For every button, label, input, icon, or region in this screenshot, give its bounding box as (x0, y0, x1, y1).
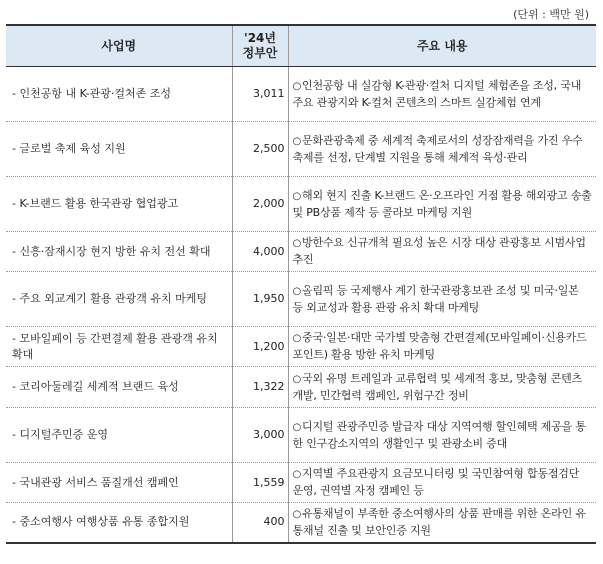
table-row (6, 272, 596, 327)
budget-value: 2,000 (232, 177, 288, 232)
project-name: - K-브랜드 활용 한국관광 협업광고 (6, 177, 232, 232)
bullet-icon: ○ (292, 135, 302, 147)
budget-value: 3,011 (232, 67, 288, 122)
project-name: - 인천공항 내 K-관광·컬처존 조성 (6, 67, 232, 122)
description-cell (288, 327, 596, 367)
description-text: 문화관광축제 중 세계적 축제로서의 성장잠재력을 가진 우수축제를 선정, 단계별 지원을 통해 체계적 육성·관리 (292, 133, 583, 164)
project-name: - 디지털주민증 운영 (6, 408, 232, 463)
bullet-icon: ○ (292, 373, 302, 385)
bullet-icon: ○ (292, 421, 302, 433)
table-row (6, 327, 596, 367)
table-row (6, 232, 596, 272)
project-name: - 코리아둘레길 세계적 브랜드 육성 (6, 367, 232, 408)
bullet-icon: ○ (292, 508, 302, 520)
header-budget-gov: 정부안 (242, 46, 278, 60)
project-name: - 국내관광 서비스 품질개선 캠페인 (6, 463, 232, 503)
bullet-icon: ○ (292, 190, 302, 202)
description-text: 지역별 주요관광지 요금모니터링 및 국민참여형 합동점검단 운영, 권역별 자정 캠페인 등 (292, 467, 580, 497)
table-row (6, 408, 596, 463)
unit-label: (단위 : 백만 원) (513, 8, 589, 21)
table-row (6, 122, 596, 177)
description-text: 디지털 관광주민증 발급자 대상 지역여행 할인혜택 제공을 통한 인구감소지역의 생활인구 및 관광소비 증대 (292, 419, 586, 450)
bullet-icon: ○ (292, 333, 302, 344)
bullet-icon: ○ (292, 80, 302, 92)
description-text: 올림픽 등 국제행사 계기 한국관광홍보관 조성 및 미국·일본 등 외교성과 활용 관광 유치 확대 마케팅 (292, 283, 579, 314)
bullet-icon: ○ (292, 469, 302, 480)
budget-value: 4,000 (232, 232, 288, 272)
budget-value: 1,559 (232, 463, 288, 503)
header-project: 사업명 (6, 25, 232, 67)
table-row (6, 177, 596, 232)
budget-value: 2,500 (232, 122, 288, 177)
budget-value: 400 (232, 503, 288, 543)
header-budget (232, 25, 288, 67)
description-cell (288, 367, 596, 408)
description-cell (288, 67, 596, 122)
budget-value: 1,200 (232, 327, 288, 367)
table-row (6, 367, 596, 408)
header-budget-year: '24년 (244, 31, 276, 45)
description-text: 중국·일본·대만 국가별 맞춤형 간편결제(모바일페이·신용카드 포인트) 활용 방한 유치 마케팅 (292, 331, 587, 361)
description-cell (288, 232, 596, 272)
table-row (6, 503, 596, 543)
description-text: 유통채널이 부족한 중소여행사의 상품 판매를 위한 온라인 유통채널 진출 및 보안인증 지원 (292, 506, 586, 537)
project-name: - 주요 외교계기 활용 관광객 유치 마케팅 (6, 272, 232, 327)
description-cell (288, 463, 596, 503)
description-cell (288, 122, 596, 177)
description-text: 인천공항 내 실감형 K-관광·컬처 디지털 체험존을 조성, 국내 주요 관광지와 K-컬처 콘텐츠의 스마트 실감체험 연계 (292, 78, 582, 109)
budget-value: 1,950 (232, 272, 288, 327)
description-cell (288, 272, 596, 327)
description-text: 해외 현지 진출 K-브랜드 온·오프라인 거점 활용 해외광고 송출 및 PB상품 제작 등 콜라보 마케팅 지원 (292, 188, 592, 219)
project-name: - 글로벌 축제 육성 지원 (6, 122, 232, 177)
budget-value: 3,000 (232, 408, 288, 463)
header-content: 주요 내용 (288, 25, 596, 67)
budget-value: 1,322 (232, 367, 288, 408)
description-cell (288, 408, 596, 463)
table-row (6, 67, 596, 122)
bullet-icon: ○ (292, 285, 302, 297)
project-name: - 모바일페이 등 간편결제 활용 관광객 유치 확대 (6, 327, 232, 367)
project-name: - 신흥·잠재시장 현지 방한 유치 전선 확대 (6, 232, 232, 272)
description-text: 방한수요 신규개척 필요성 높은 시장 대상 관광홍보 시범사업 추진 (292, 236, 586, 266)
header-row (6, 25, 596, 67)
project-name: - 중소여행사 여행상품 유통 종합지원 (6, 503, 232, 543)
description-text: 국외 유명 트레일과 교류협력 및 세계적 홍보, 맞춤형 콘텐츠 개발, 민간협력 캠페인, 위험구간 정비 (292, 371, 582, 402)
bullet-icon: ○ (292, 238, 302, 249)
description-cell (288, 503, 596, 543)
description-cell (288, 177, 596, 232)
table-row (6, 463, 596, 503)
budget-table (6, 24, 596, 544)
